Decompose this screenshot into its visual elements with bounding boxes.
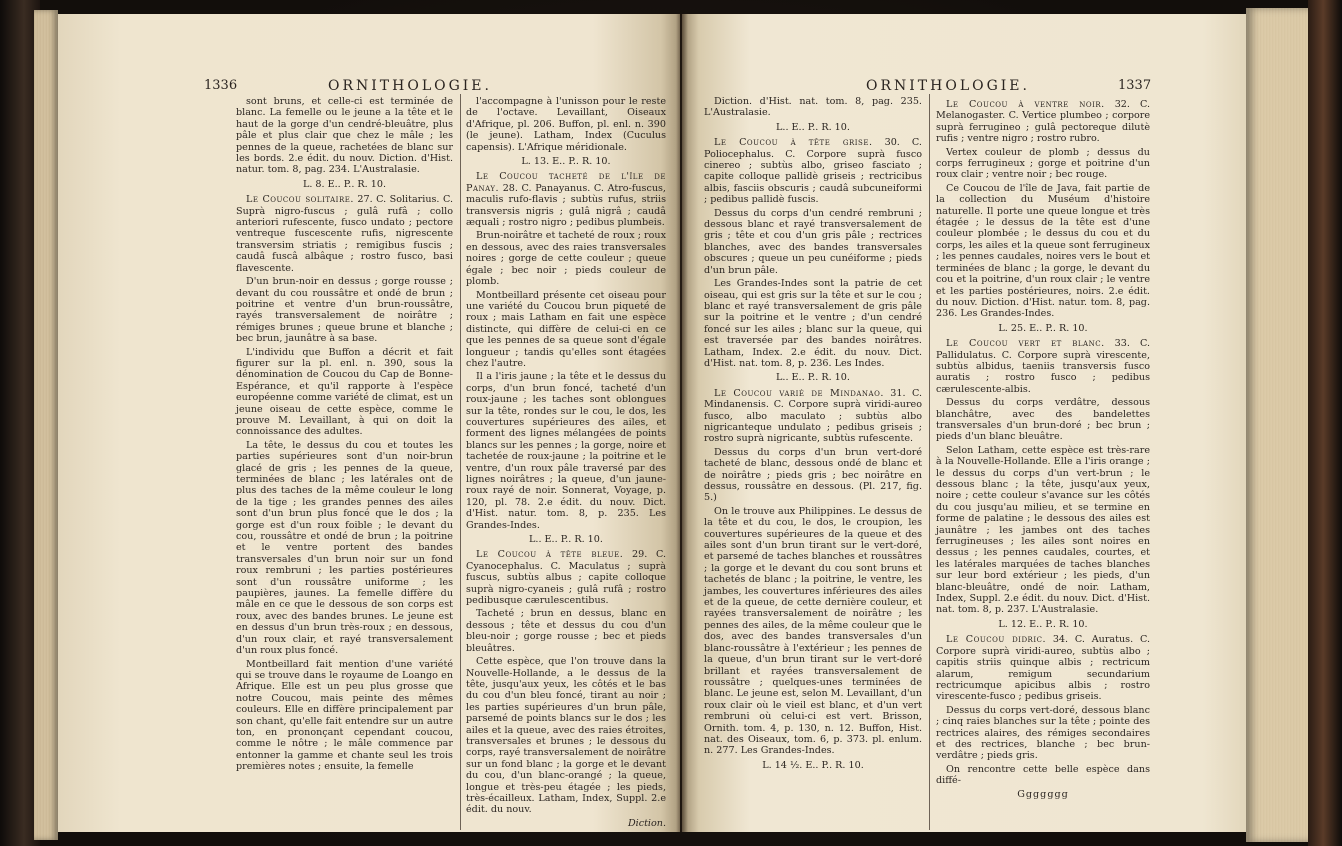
species-entry [466, 171, 666, 228]
left-folio: 1336 [204, 78, 238, 93]
measurement-line: L. 13. E.. P.. R. 10. [521, 156, 611, 168]
right-running-title: ORNITHOLOGIE. [866, 78, 1030, 94]
paragraph: Montbeillard présente cet oiseau pour une variété du Coucou brun piqueté de roux ; mais Latham en fait une espèce distincte, qui diffère de celui-ci en ce que les pennes de sa queue sont d'égale longueur ; tandis qu'elles sont étagées chez l'autre. [466, 289, 666, 369]
paragraph: Dessus du corps d'un cendré rembruni ; dessous blanc et rayé transversalement de gris ; tête et cou d'un gris pâle ; rectrices blanches, avec des bandes transversales obscures ; queue un peu cunéiforme ; pieds d'un brun pâle. [704, 207, 922, 276]
paragraph: La tête, le dessus du cou et toutes les parties supérieures sont d'un noir-brun glacé de gris ; les pennes de la queue, terminées de blanc ; les latérales ont de plus des taches de la même couleur le long de la tige ; les grandes pennes des ailes sont d'un brun plus foncé que le dos ; la gorge est d'un roux foible ; le devant du cou, roussâtre et ondé de brun ; la poitrine et le ventre portent des bandes transversales d'un brun noir sur un fond roux rembruni ; les parties postérieures sont d'un roussâtre uniforme ; les paupières, jaunes. La femelle diffère du mâle en ce que le dessous de son corps est roux, avec des bandes brunes. Le jeune est en dessus d'un brun très-roux ; en dessous, d'un roux clair, et rayé transversalement d'un roux plus foncé. [236, 439, 453, 657]
species-name: Le Coucou tacheté de l'île de Panay. [466, 171, 666, 194]
species-description: 30. C. Poliocephalus. C. Corpore suprà fusco cinereo ; subtùs albo, griseo fasciato ; capite colloque pallidè griseis ; rectricibus albis, fasciis obscuris ; caudâ subcuneiformi ; pedibus pallidè fuscis. [704, 137, 922, 206]
page-edges-right [1246, 8, 1310, 842]
paragraph: Selon Latham, cette espèce est très-rare à la Nouvelle-Hollande. Elle a l'iris orange ; le dessus du corps d'un vert-brun ; le dessous blanc ; la tête, jusqu'aux yeux, noire ; cette couleur s'avance sur les côtés du cou jusqu'au milieu, et se termine en forme de palatine ; le dessous des ailes est jaunâtre ; les jambes ont des taches ferrugineuses ; les ailes sont noires en dessus ; les pennes caudales, courtes, et les latérales marquées de taches blanches sur leur bord extérieur ; les pieds, d'un blanc-bleuâtre, ondé de noir. Latham, Index, Suppl. 2.e édit. du nouv. Dict. d'Hist. nat. tom. 8, p. 237. L'Australasie. [936, 444, 1150, 616]
signature-mark: Ggggggg [1017, 788, 1069, 800]
species-description: 28. C. Panayanus. C. Atro-fuscus, maculis rufo-flavis ; subtùs rufus, striis transversis nigris ; gulâ nigrâ ; caudâ æquali ; rostro nigro ; pedibus plumbeis. [466, 182, 666, 229]
species-description: 33. C. Pallidulatus. C. Corpore suprà virescente, subtùs albidus, taeniis transversis fusco auratis ; rostro fusco ; pedibus cærulescente-albis. [936, 338, 1150, 395]
species-name: Le Coucou vert et blanc. [946, 338, 1105, 350]
species-name: Le Coucou didric. [946, 634, 1046, 646]
column-rule [929, 94, 930, 830]
book-cover-right [1308, 0, 1342, 846]
page-edges-left [34, 10, 58, 840]
species-name: Le Coucou à tête bleue. [476, 549, 624, 561]
right-folio: 1337 [1118, 78, 1152, 93]
species-name: Le Coucou varié de Mindanao. [714, 387, 884, 399]
paragraph: Diction. d'Hist. nat. tom. 8, pag. 235. L'Australasie. [704, 96, 922, 119]
right-column-2 [936, 96, 1150, 802]
measurement-line: L. 25. E.. P.. R. 10. [998, 322, 1088, 334]
paragraph: On le trouve aux Philippines. Le dessus de la tête et du cou, le dos, le croupion, les couvertures supérieures de la queue et des ailes sont d'un brun tirant sur le vert-doré, et parsemé de taches blanches et roussâtres ; la gorge et le devant du cou sont bruns et tachetés de blanc ; la poitrine, le ventre, les jambes, les couvertures inférieures des ailes et de la queue, de cette dernière couleur, et rayées transversalement de noirâtre ; les pennes des ailes, de la même couleur que le dos, avec des bandes transversales d'un blanc-roussâtre à l'extérieur ; les pennes de la queue, d'un brun tirant sur le vert-doré brillant et rayées transversalement de roussâtre ; quelques-unes terminées de blanc. Le jeune est, selon M. Levaillant, d'un roux clair où le vieil est blanc, et d'un vert rembruni où celui-ci est vert. Brisson, Ornith. tom. 4, p. 130, n. 12. Buffon, Hist. nat. des Oiseaux, tom. 6, p. 373. pl. enlum. n. 277. Les Grandes-Indes. [704, 505, 922, 757]
species-name: Le Coucou solitaire. [246, 194, 354, 206]
right-page [682, 14, 1248, 832]
paragraph: On rencontre cette belle espèce dans diffé- [936, 763, 1150, 787]
catchword: Diction. [627, 817, 666, 829]
species-description: 32. C. Melanogaster. C. Vertice plumbeo ; corpore suprà ferrugineo ; gulâ pectoreque dilutè rufis ; ventre nigro ; rostro rubro. [936, 99, 1150, 145]
species-entry [236, 194, 453, 274]
paragraph: sont bruns, et celle-ci est terminée de blanc. La femelle ou le jeune a la tête et le haut de la gorge d'un cendré-bleuâtre, plus pâle et plus clair que chez le mâle ; les pennes de la queue, rachetées de blanc sur les bords. 2.e édit. du nouv. Diction. d'Hist. natur. tom. 8, pag. 234. L'Australasie. [236, 96, 453, 176]
book-gutter [676, 14, 688, 832]
species-entry [936, 338, 1150, 395]
paragraph: Cette espèce, que l'on trouve dans la Nouvelle-Hollande, a le dessus de la tête, jusqu'aux yeux, les côtés et le bas du cou d'un bleu foncé, tirant au noir ; les parties supérieures d'un brun pâle, parsemé de points blancs sur le dos ; les ailes et la queue, avec des raies étroites, transversales et brunes ; le dessous du corps, rayé transversalement de noirâtre sur un fond blanc ; la gorge et le devant du cou, d'un blanc-orangé ; la queue, longue et très-peu étagée ; les pieds, très-écailleux. Latham, Index, Suppl. 2.e édit. du nouv. [466, 656, 666, 816]
left-column-2 [466, 96, 666, 831]
paragraph: Il a l'iris jaune ; la tête et le dessus du corps, d'un brun foncé, tacheté d'un roux-jaune ; les taches sont oblongues sur la tête, rondes sur le cou, le dos, les couvertures supérieures des ailes, et forment des lignes mélangées de points blancs sur les pennes ; la gorge, noire et tachetée de roux-jaune ; la poitrine et le ventre, d'un roux pâle traversé par des lignes noirâtres ; la queue, d'un jaune-roux rayé de noir. Sonnerat, Voyage, p. 120, pl. 78. 2.e édit. du nouv. Dict. d'Hist. natur. tom. 8, p. 235. Les Grandes-Indes. [466, 371, 666, 531]
species-entry [704, 137, 922, 205]
paragraph: L'individu que Buffon a décrit et fait figurer sur la pl. enl. n. 390, sous la dénomination de Coucou du Cap de Bonne-Espérance, et qu'il rapporte à l'espèce européenne comme variété de climat, est un jeune oiseau de cette espèce, comme le prouve M. Levaillant, à qui on doit la connoissance des adultes. [236, 346, 453, 438]
measurement-line: L. 8. E.. P.. R. 10. [302, 178, 387, 190]
species-entry [936, 634, 1150, 702]
paragraph: Dessus du corps vert-doré, dessous blanc ; cinq raies blanches sur la tête ; pointe des rectrices alaires, des rémiges secondaires et des rectrices, blanche ; bec brun-verdâtre ; pieds gris. [936, 704, 1150, 762]
paragraph: Brun-noirâtre et tacheté de roux ; roux en dessous, avec des raies transversales noires ; gorge de cette couleur ; queue égale ; bec noir ; pieds couleur de plomb. [466, 230, 666, 288]
species-entry [704, 388, 922, 445]
paragraph: Montbeillard fait mention d'une variété qui se trouve dans le royaume de Loango en Afrique. Elle est un peu plus grosse que notre Coucou, mais peinte des mêmes couleurs. Elle en diffère principalement par son chant, qu'elle fait entendre sur un autre ton, en prononçant cependant coucou, comme le nôtre ; le mâle commence par entonner la gamme et chante seul les trois premières notes ; ensuite, la femelle [236, 658, 453, 773]
species-description: 31. C. Mindanensis. C. Corpore suprà viridi-aureo fusco, albo maculato ; subtùs albo nigricanteque undulato ; pedibus griseis ; rostro suprà nigricante, subtùs rufescente. [704, 387, 922, 445]
species-description: 27. C. Solitarius. C. Suprà nigro-fuscus ; gulâ rufâ ; collo anteriori rufescente, fusco undato ; pectore ventreque fuscescente rufis, nigrescente transversim striatis ; remigibus fuscis ; caudâ fuscâ albâque ; rostro fusco, basi flavescente. [236, 194, 454, 274]
measurement-line: L.. E.. P.. R. 10. [529, 534, 603, 546]
species-name: Le Coucou à ventre noir. [946, 99, 1105, 110]
paragraph: l'accompagne à l'unisson pour le reste de l'octave. Levaillant, Oiseaux d'Afrique, pl. 206. Buffon, pl. enl. n. 390 (le jeune). Latham, Index (Cuculus capensis). L'Afrique méridionale. [466, 96, 666, 153]
species-entry [466, 549, 666, 606]
species-description: 34. C. Auratus. C. Corpore suprà viridi-aureo, subtùs albo ; capitis striis quinque albis ; rectricum alarum, remigum secundarium rectricumque apicibus albis ; rostro virescente-fusco ; pedibus griseis. [936, 634, 1150, 703]
paragraph: Dessus du corps verdâtre, dessous blanchâtre, avec des bandelettes transversales d'un brun-doré ; bec brun ; pieds d'un blanc bleuâtre. [936, 397, 1150, 443]
right-column-1 [704, 96, 922, 775]
left-running-title: ORNITHOLOGIE. [328, 78, 492, 94]
paragraph: Ce Coucou de l'île de Java, fait partie de la collection du Muséum d'histoire naturelle. Il porte une queue longue et très étagée ; le dessus de la tête est d'une couleur plombée ; le dessus du cou et du corps, les ailes et la queue sont ferrugineux ; les pennes caudales, noires vers le bout et terminées de blanc ; la gorge, le devant du cou et la poitrine, d'un roux clair ; le ventre et les parties postérieures, noirs. 2.e édit. du nouv. Diction. d'Hist. natur. tom. 8, pag. 236. Les Grandes-Indes. [936, 182, 1150, 320]
paragraph: Vertex couleur de plomb ; dessus du corps ferrugineux ; gorge et poitrine d'un roux clair ; ventre noir ; bec rouge. [936, 146, 1150, 181]
measurement-line: L. 12. E.. P.. R. 10. [998, 618, 1088, 630]
paragraph: D'un brun-noir en dessus ; gorge rousse ; devant du cou roussâtre et ondé de brun ; poitrine et ventre d'un brun-roussâtre, rayés transversalement de noirâtre ; rémiges brunes ; queue brune et blanche ; bec brun, jaunâtre à sa base. [236, 276, 453, 345]
paragraph: Tacheté ; brun en dessus, blanc en dessous ; tête et dessus du cou d'un bleu-noir ; gorge rousse ; bec et pieds bleuâtres. [466, 608, 666, 654]
species-entry [936, 99, 1150, 145]
column-rule [460, 94, 461, 830]
measurement-line: L.. E.. P.. R. 10. [776, 372, 850, 384]
paragraph: Les Grandes-Indes sont la patrie de cet oiseau, qui est gris sur la tête et sur le cou ; blanc et rayé transversalement de gris pâle sur la poitrine et le ventre ; d'un cendré foncé sur les ailes ; blanc sur la queue, qui est traversée par des bandes noirâtres. Latham, Index. 2.e édit. du nouv. Dict. d'Hist. nat. tom. 8, p. 236. Les Indes. [704, 278, 922, 369]
measurement-line: L. 14 ½. E.. P.. R. 10. [762, 759, 864, 771]
measurement-line: L.. E.. P.. R. 10. [776, 121, 850, 133]
species-name: Le Coucou à tête grise. [714, 137, 873, 149]
species-description: 29. C. Cyanocephalus. C. Maculatus ; suprà fuscus, subtùs albus ; capite colloque suprà nigro-cyaneis ; gulâ rufâ ; rostro pedibusque cærulescentibus. [466, 549, 666, 607]
left-page [58, 14, 680, 832]
left-column-1 [236, 96, 453, 775]
paragraph: Dessus du corps d'un brun vert-doré tacheté de blanc, dessous ondé de blanc et de noirâtre ; pieds gris ; bec noirâtre en dessus, roussâtre en dessous. (Pl. 217, fig. 5.) [704, 446, 922, 504]
